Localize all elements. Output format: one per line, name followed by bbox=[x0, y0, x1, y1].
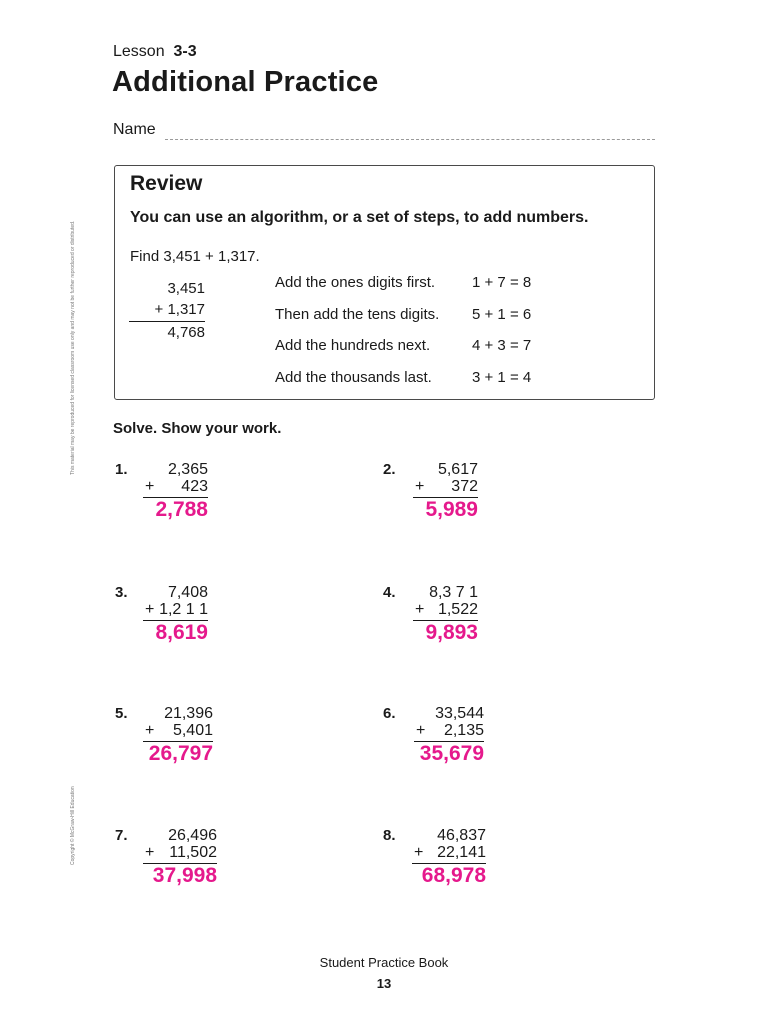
answer: 2,788 bbox=[155, 498, 208, 521]
problem-number: 3. bbox=[115, 584, 128, 601]
plus-sign: + bbox=[416, 722, 426, 739]
answer: 5,989 bbox=[425, 498, 478, 521]
name-field[interactable] bbox=[165, 139, 655, 140]
example-top: 3,451 bbox=[167, 280, 205, 297]
problem-number: 2. bbox=[383, 461, 396, 478]
lesson-label: Lesson 3-3 bbox=[113, 43, 197, 60]
answer: 9,893 bbox=[425, 621, 478, 644]
problem-1: 2,365 + 423 2,788 bbox=[113, 461, 208, 522]
step-ones: Add the ones digits first. 1 + 7 = 8 bbox=[275, 274, 532, 291]
plus-sign: + bbox=[414, 844, 424, 861]
page-title: Additional Practice bbox=[112, 66, 379, 98]
answer: 37,998 bbox=[152, 864, 217, 887]
problem-number: 6. bbox=[383, 705, 396, 722]
footer-book-title: Student Practice Book bbox=[319, 955, 449, 970]
problem-4: 8,3 7 1 + 1,522 9,893 bbox=[383, 584, 478, 645]
problem-number: 5. bbox=[115, 705, 128, 722]
review-title: Review bbox=[130, 172, 203, 195]
plus-sign: + bbox=[145, 844, 155, 861]
copyright-notice: Copyright © McGraw-Hill Education bbox=[70, 786, 76, 865]
answer: 26,797 bbox=[148, 742, 213, 765]
review-find: Find 3,451 + 1,317. bbox=[130, 248, 260, 265]
answer: 35,679 bbox=[419, 742, 484, 765]
step-hundreds: Add the hundreds next. 4 + 3 = 7 bbox=[275, 337, 532, 354]
answer: 8,619 bbox=[155, 621, 208, 644]
plus-sign: + bbox=[145, 722, 155, 739]
step-thousands: Add the thousands last. 3 + 1 = 4 bbox=[275, 369, 532, 386]
problem-8: 46,837 + 22,141 68,978 bbox=[391, 827, 486, 888]
lesson-number: 3-3 bbox=[173, 43, 197, 60]
problem-7: 26,496 + 11,502 37,998 bbox=[122, 827, 217, 888]
answer: 68,978 bbox=[421, 864, 486, 887]
step-tens: Then add the tens digits. 5 + 1 = 6 bbox=[275, 306, 532, 323]
page-number: 13 bbox=[376, 976, 392, 991]
review-box bbox=[114, 165, 655, 400]
example-bottom: + 1,317 bbox=[154, 301, 205, 318]
problem-number: 1. bbox=[115, 461, 128, 478]
name-label: Name bbox=[113, 121, 156, 138]
problem-5: 21,396 + 5,401 26,797 bbox=[118, 705, 213, 766]
example-stack bbox=[129, 278, 205, 343]
instructions: Solve. Show your work. bbox=[113, 420, 282, 437]
problem-2: 5,617 + 372 5,989 bbox=[383, 461, 478, 522]
problem-number: 4. bbox=[383, 584, 396, 601]
plus-sign: + bbox=[145, 478, 155, 495]
problem-number: 8. bbox=[383, 827, 396, 844]
plus-sign: + bbox=[415, 478, 425, 495]
review-intro: You can use an algorithm, or a set of steps, to add numbers. bbox=[130, 209, 589, 226]
problem-6: 33,544 + 2,135 35,679 bbox=[389, 705, 484, 766]
rights-notice: This material may be reproduced for licensed classroom use only and may not be further reproduced or distributed. bbox=[70, 220, 76, 475]
example-sum: 4,768 bbox=[167, 324, 205, 341]
problem-number: 7. bbox=[115, 827, 128, 844]
plus-sign: + bbox=[145, 601, 155, 618]
problem-3: 7,408 + 1,2 1 1 8,619 bbox=[113, 584, 208, 645]
plus-sign: + bbox=[415, 601, 425, 618]
